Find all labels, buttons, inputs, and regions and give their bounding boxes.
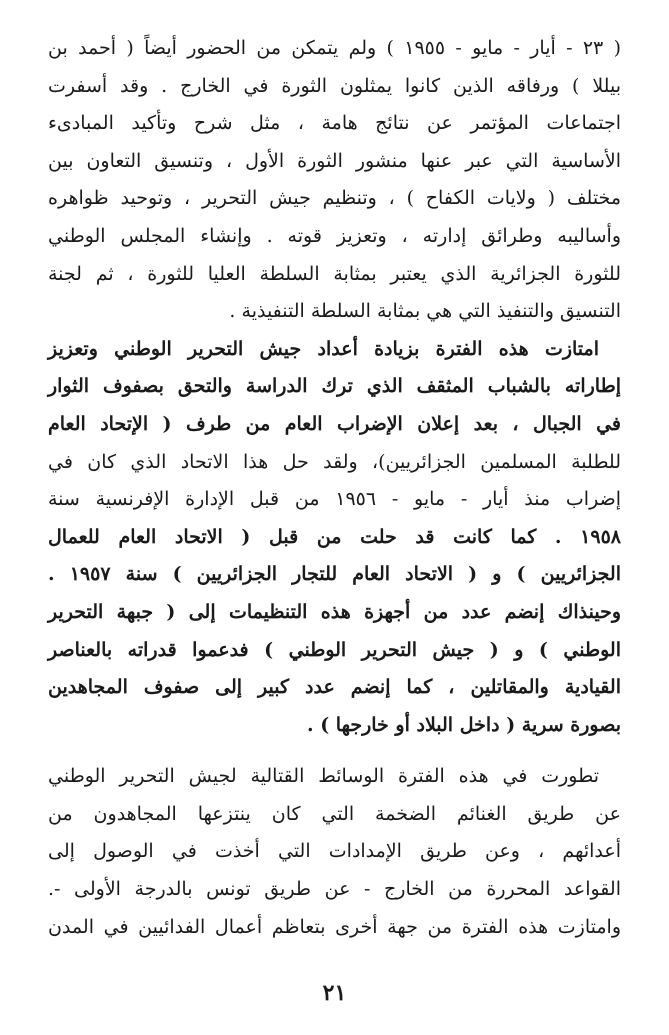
text-line: مختلف ( ولايات الكفاح ) ، وتنظيم جيش التحرير ، وتوحيد ظواهره <box>48 187 621 210</box>
text-line: بيللا ) ورفاقه الذين كانوا يمثلون الثورة في الخارج . وقد أسفرت <box>48 74 621 97</box>
text-line: للثورة الجزائرية الذي يعتبر بمثابة السلطة العليا للثورة ، ثم لجنة <box>48 262 621 285</box>
paragraph <box>48 30 621 331</box>
text-line: الجزائريين ) و ( الاتحاد العام للتجار الجزائريين ) سنة ١٩٥٧ . <box>48 563 621 586</box>
paragraph <box>48 758 621 946</box>
text-line: أعدائهم ، وعن طريق الإمدادات التي أخذت في الوصول إلى <box>48 840 621 863</box>
text-line: في الجبال ، بعد إعلان الإضراب العام من طرف ( الإتحاد العام <box>48 412 621 435</box>
text-line: وحينذاك إنضم عدد من أجهزة هذه التنظيمات إلى ( جبهة التحرير <box>48 600 621 623</box>
paragraph-gap <box>48 744 621 758</box>
text-line: إطاراته بالشباب المثقف الذي ترك الدراسة والتحق بصفوف الثوار <box>48 375 621 398</box>
text-line: الوطني ) و ( جيش التحرير الوطني ) فدعموا قدراته بالعناصر <box>48 638 621 661</box>
text-line: ( ٢٣ - أيار - مايو - ١٩٥٥ ) ولم يتمكن من الحضور أيضاً ( أحمد بن <box>48 37 621 59</box>
paragraph <box>48 331 621 745</box>
text-line: القيادية والمقاتلين ، كما إنضم عدد كبير إلى صفوف المجاهدين <box>48 676 621 699</box>
text-line: التنسيق والتنفيذ التي هي بمثابة السلطة التنفيذية . <box>229 300 621 323</box>
text-line: القواعد المحررة من الخارج - عن طريق تونس بالدرجة الأولى -. <box>48 878 621 901</box>
text-line: وأساليبه وطرائق إدارته ، وتعزيز قوته . وإنشاء المجلس الوطني <box>48 224 621 247</box>
text-line: ١٩٥٨ . كما كانت قد حلت من قبل ( الاتحاد العام للعمال <box>48 525 621 548</box>
text-line: امتازت هذه الفترة بزيادة أعداد جيش التحرير الوطني وتعزيز <box>48 337 599 360</box>
text-line: تطورت في هذه الفترة الوسائط القتالية لجيش التحرير الوطني <box>48 765 599 788</box>
text-line: بصورة سرية ( داخل البلاد أو خارجها ) . <box>306 713 621 736</box>
page-body <box>48 30 621 946</box>
text-line: للطلبة المسلمين الجزائريين)، ولقد حل هذا الاتحاد الذي كان في <box>48 450 621 473</box>
text-line: الأساسية التي عبر عنها منشور الثورة الأول ، وتنسيق التعاون بين <box>48 149 621 172</box>
text-line: عن طريق الغنائم الضخمة التي كان ينتزعها المجاهدون من <box>48 802 621 825</box>
page-number: ٢١ <box>322 980 347 1006</box>
text-line: وامتازت هذه الفترة من جهة أخرى بتعاظم أعمال الفدائيين في المدن <box>48 915 621 938</box>
text-line: إضراب منذ أيار - مايو - ١٩٥٦ من قبل الإدارة الإفرنسية سنة <box>48 488 621 511</box>
text-line: اجتماعات المؤتمر عن نتائج هامة ، مثل شرح وتأكيد المبادىء <box>48 112 621 135</box>
